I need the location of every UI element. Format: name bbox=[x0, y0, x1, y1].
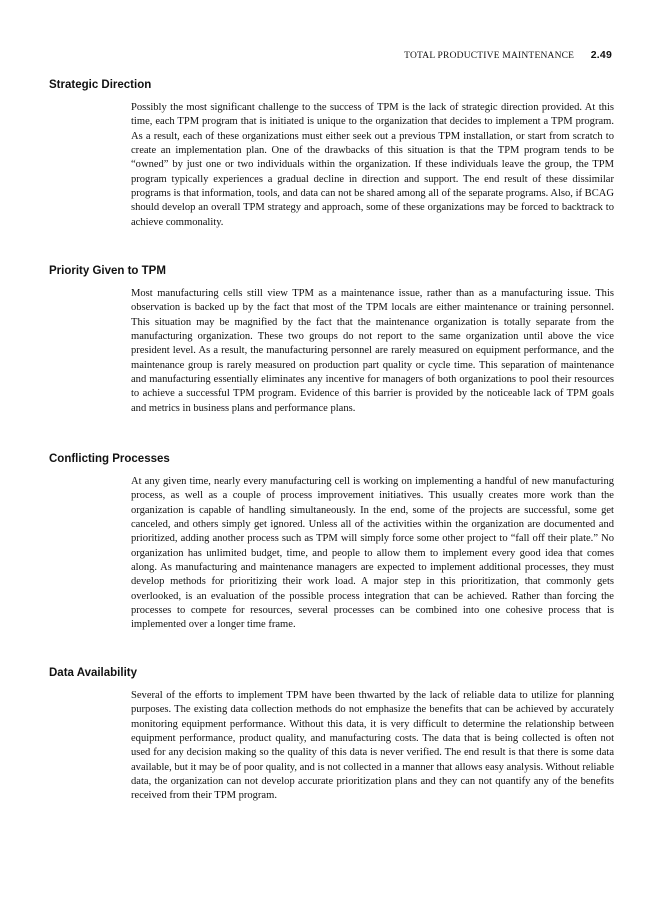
section-paragraph: Possibly the most significant challenge to the success of TPM is the lack of strategic direction provided. At this time, each TPM program that is initiated is unique to the organization that decides to implement a TPM program. As a result, each of these organizations must either seek out a previous TPM installation, or start from scratch to create an implementation plan. One of the drawbacks of this situation is that the TPM program tends to be “owned” by just one or two individuals within the organization. If these individuals leave the group, the TPM program typically experiences a gradual decline in direction and support. The end result of these dissimilar programs is that information, tools, and data can not be shared among all of the separate programs. Also, if BCAG should develop an overall TPM strategy and approach, some of these organizations may be forced to backtrack to achieve commonality. bbox=[131, 102, 614, 228]
section-paragraph: At any given time, nearly every manufacturing cell is working on implementing a handful of new manufacturing process, as well as a couple of process improvement initiatives. This usually creates more work than the organization is capable of handling simultaneously. In the end, some of the projects are successful, some get canceled, and others simply get ignored. Unless all of the activities within the organization are documented and prioritized, adding another process such as TPM will simply force some other project to “fall off their plate.” No organization has unlimited budget, time, and people to allow them to implement every good idea that comes along. As manufacturing and maintenance managers are expected to implement additional processes, they must develop methods for prioritizing their work load. A major step in this prioritization, that commonly gets overlooked, is an evaluation of the possible process integration that can be achieved. Rather than forcing the processes to compete for resources, several processes can be combined into one cohesive process that is implemented over a longer time frame. bbox=[131, 476, 614, 631]
section-heading: Conflicting Processes bbox=[49, 453, 170, 465]
section-paragraph: Most manufacturing cells still view TPM as a maintenance issue, rather than as a manufacturing issue. This observation is backed up by the fact that most of the TPM locals are either maintenance or training personnel. This situation may be magnified by the fact that the maintenance organization is totally separate from the manufacturing organization. These two groups do not report to the same organization until above the vice president level. As a result, the manufacturing personnel are rarely measured on equipment performance, and the maintenance group is rarely measured on production part quality or cycle time. This separation of maintenance and manufacturing essentially eliminates any incentive for managers of both organizations to pool their resources to achieve a successful TPM program. Evidence of this barrier is provided by the noticeable lack of TPM goals and metrics in business plans and performance plans. bbox=[131, 288, 614, 414]
running-title: TOTAL PRODUCTIVE MAINTENANCE bbox=[404, 51, 575, 61]
section-paragraph: Several of the efforts to implement TPM have been thwarted by the lack of reliable data to utilize for planning purposes. The existing data collection methods do not emphasize the benefits that can be achieved by accurately monitoring equipment performance. Without this data, it is very difficult to determine the relationship between equipment performance, product quality, and manufacturing costs. The data that is being collected is often not used for any decision making so the quality of this data is never verified. The end result is that there is some data available, but it may be of poor quality, and is not collected in a manner that allows easy analysis. Without reliable data, the organization can not develop accurate prioritization plans and they can not quantify any of the benefits received from their TPM program. bbox=[131, 690, 614, 802]
page-number: 2.49 bbox=[590, 49, 612, 61]
section-heading: Priority Given to TPM bbox=[49, 265, 166, 277]
section-heading: Data Availability bbox=[49, 667, 137, 679]
section-heading: Strategic Direction bbox=[49, 79, 152, 91]
running-header bbox=[0, 49, 612, 61]
